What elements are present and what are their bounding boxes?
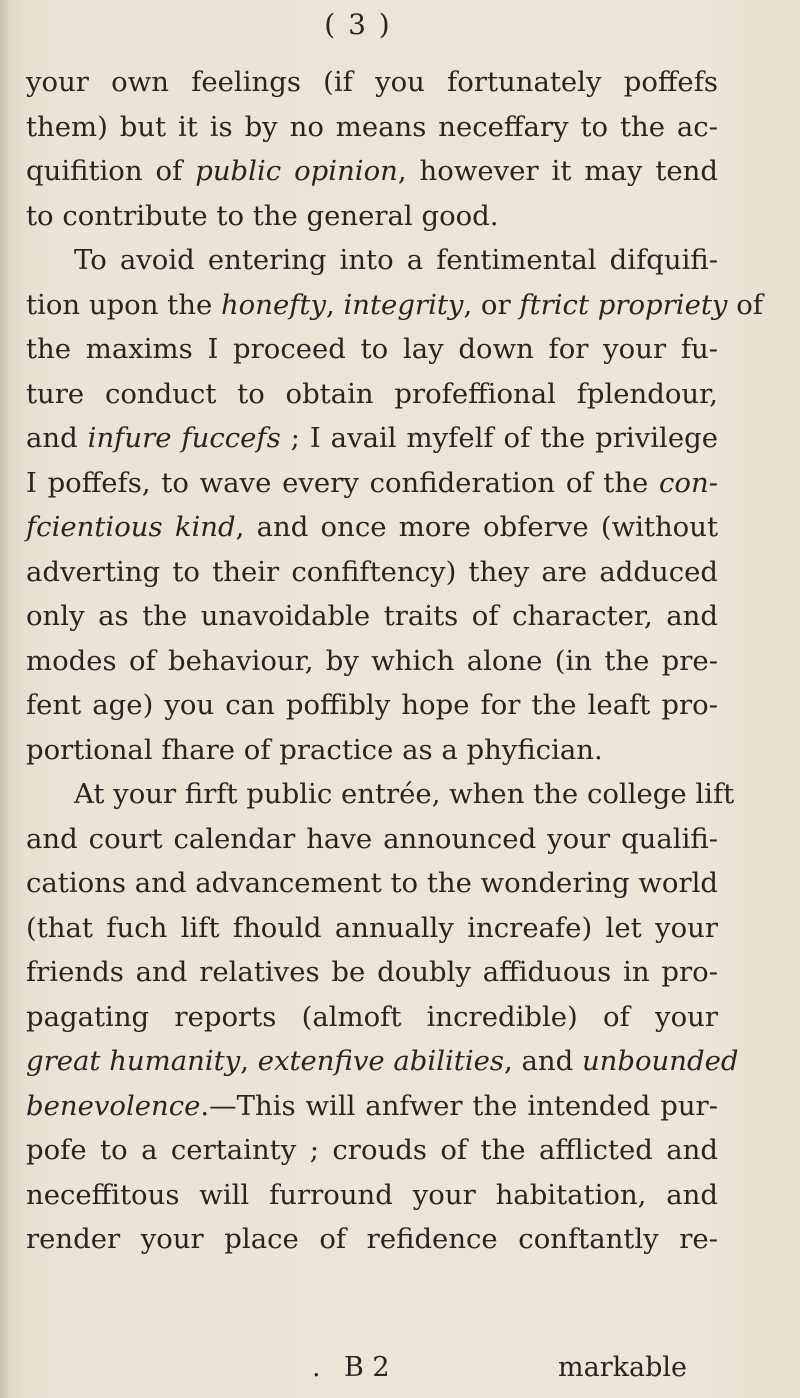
text-line: [26, 861, 718, 906]
text-run: portional fhare of practice as a phyfician.: [26, 733, 603, 766]
text-run: fent age) you can poffibly hope for the leaft pro-: [26, 689, 718, 721]
italic-phrase: unbounded: [581, 1045, 739, 1077]
text-line: [26, 1128, 718, 1173]
text-run: modes of behaviour, by which alone (in the pre-: [26, 644, 718, 677]
italic-phrase: infure fuccefs: [87, 422, 281, 454]
text-run: the maxims I proceed to lay down for your fu-: [26, 333, 718, 365]
text-line: [26, 906, 718, 951]
catchword: markable: [558, 1352, 687, 1383]
text-run: cations and advancement to the wondering world: [26, 867, 718, 899]
text-run: , or: [463, 288, 520, 321]
text-run: At your firft public entrée, when the college lift: [74, 778, 735, 810]
text-line: [26, 416, 718, 461]
text-run: only as the unavoidable traits of character, and: [26, 600, 718, 632]
text-run: tion upon the: [26, 288, 221, 321]
text-run: , however it may tend: [397, 155, 718, 187]
text-run: ,: [326, 288, 344, 321]
text-run: them) but it is by no means neceffary to the ac-: [26, 110, 718, 143]
italic-phrase: fcientious kind: [26, 511, 236, 543]
text-line: [26, 372, 718, 417]
page-number: ( 3 ): [324, 8, 392, 41]
italic-phrase: ftrict propriety: [519, 288, 728, 321]
signature-mark: B 2: [344, 1352, 390, 1383]
text-line: [26, 105, 718, 150]
text-run: ,: [240, 1045, 258, 1077]
text-line: [26, 594, 718, 639]
text-run: adverting to their confiftency) they are adduced: [26, 555, 718, 588]
text-line: [26, 817, 718, 862]
text-run: to contribute to the general good.: [26, 199, 499, 232]
text-run: and court calendar have announced your qualifi-: [26, 822, 718, 855]
text-run: render your place of refidence conftantly re-: [26, 1223, 718, 1255]
italic-phrase: great humanity: [26, 1045, 241, 1077]
gutter-shadow: [0, 0, 10, 1398]
text-line: [26, 238, 718, 283]
italic-phrase: extenfive abilities: [257, 1045, 505, 1077]
text-line: [26, 461, 718, 506]
text-run: I poffefs, to wave every confideration of the: [26, 466, 660, 499]
italic-phrase: con-: [659, 466, 718, 499]
text-run: pagating reports (almoft incredible) of your: [26, 1000, 718, 1033]
text-run: To avoid entering into a fentimental difquifi-: [74, 244, 718, 276]
text-line: [26, 950, 718, 995]
text-line: [26, 1084, 718, 1129]
text-line: [26, 1173, 718, 1218]
body-text: [26, 60, 763, 1262]
text-line: [26, 772, 735, 817]
text-run: pofe to a certainty ; crouds of the afflicted and: [26, 1134, 718, 1166]
footer-mark: .: [312, 1352, 321, 1383]
text-line: [26, 550, 718, 595]
text-line: [26, 327, 718, 372]
text-line: [26, 683, 718, 728]
text-run: quifition of: [26, 155, 196, 187]
text-line: [26, 194, 718, 239]
text-run: (that fuch lift fhould annually increafe) let your: [26, 911, 718, 944]
page-footer: [26, 1352, 718, 1396]
italic-phrase: integrity: [343, 288, 464, 321]
text-line: [26, 995, 718, 1040]
text-line: [26, 728, 718, 773]
text-run: , and once more obferve (without: [235, 511, 718, 543]
text-run: .—This will anfwer the intended pur-: [200, 1089, 718, 1122]
text-run: your own feelings (if you fortunately poffefs: [26, 66, 718, 98]
italic-phrase: benevolence: [26, 1089, 201, 1122]
text-run: , and: [504, 1045, 582, 1077]
italic-phrase: public opinion: [195, 155, 398, 187]
italic-phrase: honefty: [220, 288, 326, 321]
text-line: [26, 60, 718, 105]
text-run: ; I avail myfelf of the privilege: [280, 422, 719, 454]
text-run: friends and relatives be doubly affiduous in pro-: [26, 956, 718, 988]
text-run: and: [26, 422, 88, 454]
text-run: of: [727, 288, 763, 321]
text-run: neceffitous will furround your habitation, and: [26, 1178, 718, 1211]
text-line: [26, 505, 718, 550]
text-line: [26, 1039, 739, 1084]
text-line: [26, 1217, 718, 1262]
text-line: [26, 639, 718, 684]
text-line: [26, 149, 718, 194]
text-run: ture conduct to obtain profeffional fplendour,: [26, 377, 718, 410]
text-line: [26, 283, 763, 328]
